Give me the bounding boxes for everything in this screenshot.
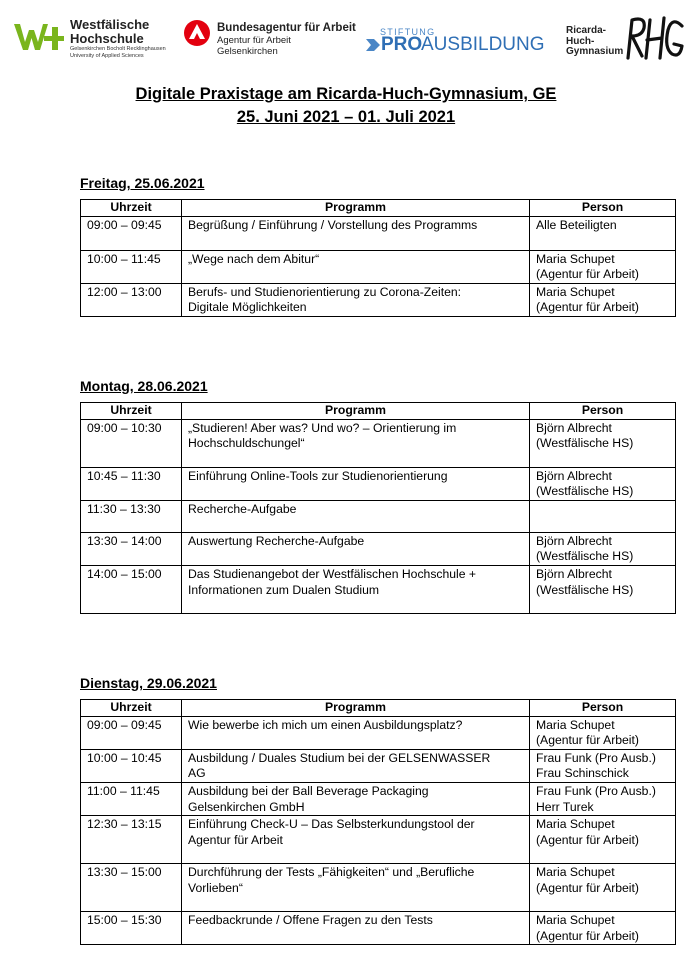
ba-sub-line2: Gelsenkirchen — [217, 46, 278, 57]
program-line: Feedbackrunde / Offene Fragen zu den Tests — [188, 913, 433, 928]
header-program: Programm — [182, 200, 530, 217]
cell-time: 09:00 – 10:30 — [81, 419, 182, 467]
program-line: Agentur für Arbeit — [188, 832, 283, 847]
person-line: Frau Schinschick — [536, 766, 629, 781]
ba-sub-line1: Agentur für Arbeit — [217, 35, 291, 46]
person-line: Alle Beteiligten — [536, 217, 617, 232]
person-line: Björn Albrecht — [536, 468, 612, 483]
header-person: Person — [530, 700, 676, 717]
cell-time: 09:00 – 09:45 — [81, 216, 182, 250]
header-time: Uhrzeit — [81, 200, 182, 217]
whs-name-line1: Westfälische — [70, 17, 150, 32]
cell-person — [530, 716, 676, 749]
program-line: Auswertung Recherche-Aufgabe — [188, 533, 365, 548]
person-line: (Agentur für Arbeit) — [536, 880, 639, 895]
cell-time: 10:00 – 10:45 — [81, 749, 182, 782]
cell-person — [530, 864, 676, 912]
cell-program — [182, 782, 530, 815]
table-row — [81, 749, 676, 782]
schedule-table — [80, 402, 676, 614]
table-row — [81, 716, 676, 749]
rhg-line3: Gymnasium — [566, 46, 624, 57]
cell-program — [182, 283, 530, 316]
table-row — [81, 864, 676, 912]
cell-program — [182, 419, 530, 467]
cell-program — [182, 532, 530, 565]
cell-time: 12:00 – 13:00 — [81, 283, 182, 316]
program-line: Vorlieben“ — [188, 880, 243, 895]
rhg-line1: Ricarda- — [566, 25, 607, 36]
program-line: Berufs- und Studienorientierung zu Corona-Zeiten: — [188, 284, 462, 299]
person-line: Maria Schupet — [536, 865, 615, 880]
header-time: Uhrzeit — [81, 403, 182, 420]
table-row — [81, 216, 676, 250]
whs-sub-line1: Gelsenkirchen Bocholt Recklinghausen — [70, 46, 166, 52]
cell-person — [530, 816, 676, 864]
cell-program — [182, 500, 530, 532]
table-row — [81, 782, 676, 815]
cell-person — [530, 912, 676, 945]
person-line: Herr Turek — [536, 799, 594, 814]
person-line: (Agentur für Arbeit) — [536, 267, 639, 282]
cell-time: 11:00 – 11:45 — [81, 782, 182, 815]
cell-time: 14:00 – 15:00 — [81, 565, 182, 613]
program-line: Digitale Möglichkeiten — [188, 300, 307, 315]
program-line: Begrüßung / Einführung / Vorstellung des Programms — [188, 217, 478, 232]
schedule-table — [80, 199, 676, 317]
cell-person — [530, 500, 676, 532]
spa-pro-text: PRO — [381, 34, 423, 55]
table-row — [81, 500, 676, 532]
person-line: (Westfälische HS) — [536, 436, 634, 451]
day-heading: Freitag, 25.06.2021 — [80, 175, 205, 191]
person-line: (Agentur für Arbeit) — [536, 300, 639, 315]
cell-person — [530, 250, 676, 283]
program-line: Ausbildung / Duales Studium bei der GELSENWASSER — [188, 750, 491, 765]
header-program: Programm — [182, 700, 530, 717]
table-row — [81, 912, 676, 945]
program-line: „Studieren! Aber was? Und wo? – Orientierung im — [188, 420, 457, 435]
person-line: (Westfälische HS) — [536, 484, 634, 499]
person-line: Björn Albrecht — [536, 566, 612, 581]
program-line: Ausbildung bei der Ball Beverage Packaging — [188, 783, 429, 798]
cell-time: 13:30 – 14:00 — [81, 532, 182, 565]
cell-time: 10:00 – 11:45 — [81, 250, 182, 283]
table-header-row — [81, 403, 676, 420]
cell-program — [182, 565, 530, 613]
whs-mark-icon — [14, 22, 66, 52]
cell-person — [530, 532, 676, 565]
program-line: „Wege nach dem Abitur“ — [188, 251, 320, 266]
person-line: Maria Schupet — [536, 817, 615, 832]
spa-aus-text: AUSBILDUNG — [421, 34, 545, 55]
cell-program — [182, 816, 530, 864]
cell-program — [182, 912, 530, 945]
person-line: Maria Schupet — [536, 251, 615, 266]
schedule-table — [80, 699, 676, 945]
cell-time: 10:45 – 11:30 — [81, 467, 182, 500]
header-time: Uhrzeit — [81, 700, 182, 717]
program-line: Informationen zum Dualen Studium — [188, 582, 380, 597]
program-line: Das Studienangebot der Westfälischen Hochschule + — [188, 566, 477, 581]
day-heading: Montag, 28.06.2021 — [80, 378, 208, 394]
cell-person — [530, 467, 676, 500]
day-section-friday — [80, 174, 675, 317]
ba-mark-icon — [183, 19, 211, 47]
table-row — [81, 532, 676, 565]
program-line: Durchführung der Tests „Fähigkeiten“ und „Berufliche — [188, 865, 475, 880]
whs-sub-line2: University of Applied Sciences — [70, 52, 144, 59]
cell-program — [182, 250, 530, 283]
person-line: Frau Funk (Pro Ausb.) — [536, 750, 656, 765]
table-header-row — [81, 200, 676, 217]
cell-program — [182, 716, 530, 749]
cell-person — [530, 782, 676, 815]
person-line: (Westfälische HS) — [536, 549, 634, 564]
header-program: Programm — [182, 403, 530, 420]
person-line: (Agentur für Arbeit) — [536, 733, 639, 748]
cell-time: 13:30 – 15:00 — [81, 864, 182, 912]
cell-time: 12:30 – 13:15 — [81, 816, 182, 864]
spa-arrow-icon — [366, 37, 380, 53]
program-line: Einführung Check-U – Das Selbsterkundungstool der — [188, 817, 475, 832]
person-line: Maria Schupet — [536, 913, 615, 928]
table-row — [81, 250, 676, 283]
cell-program — [182, 216, 530, 250]
document-title: Digitale Praxistage am Ricarda-Huch-Gymnasium, GE — [135, 85, 557, 103]
cell-time: 11:30 – 13:30 — [81, 500, 182, 532]
header-person: Person — [530, 403, 676, 420]
table-row — [81, 419, 676, 467]
spa-top-text: STIFTUNG — [380, 27, 436, 37]
cell-person — [530, 565, 676, 613]
ba-name: Bundesagentur für Arbeit — [217, 22, 356, 34]
program-line: Gelsenkirchen GmbH — [188, 799, 305, 814]
logo-header — [0, 0, 692, 72]
day-section-monday — [80, 377, 675, 614]
program-line: AG — [188, 766, 206, 781]
document-date-range: 25. Juni 2021 – 01. Juli 2021 — [236, 108, 456, 126]
person-line: (Agentur für Arbeit) — [536, 928, 639, 943]
program-line: Wie bewerbe ich mich um einen Ausbildungsplatz? — [188, 717, 463, 732]
person-line: Maria Schupet — [536, 717, 615, 732]
cell-person — [530, 216, 676, 250]
cell-program — [182, 749, 530, 782]
cell-person — [530, 749, 676, 782]
cell-person — [530, 419, 676, 467]
person-line: Maria Schupet — [536, 284, 615, 299]
rhg-signature-icon — [624, 14, 686, 64]
table-row — [81, 565, 676, 613]
person-line: Frau Funk (Pro Ausb.) — [536, 783, 656, 798]
person-line: Björn Albrecht — [536, 533, 612, 548]
cell-time: 09:00 – 09:45 — [81, 716, 182, 749]
table-row — [81, 816, 676, 864]
cell-program — [182, 864, 530, 912]
person-line: Björn Albrecht — [536, 420, 612, 435]
person-line: (Westfälische HS) — [536, 582, 634, 597]
day-section-tuesday — [80, 674, 675, 945]
whs-name-line2: Hochschule — [70, 31, 144, 46]
cell-time: 15:00 – 15:30 — [81, 912, 182, 945]
day-heading: Dienstag, 29.06.2021 — [80, 675, 217, 691]
program-line: Einführung Online-Tools zur Studienorientierung — [188, 468, 448, 483]
person-line: (Agentur für Arbeit) — [536, 832, 639, 847]
header-person: Person — [530, 200, 676, 217]
program-line: Recherche-Aufgabe — [188, 501, 297, 516]
cell-person — [530, 283, 676, 316]
table-row — [81, 283, 676, 316]
cell-program — [182, 467, 530, 500]
table-header-row — [81, 700, 676, 717]
program-line: Hochschuldschungel“ — [188, 436, 305, 451]
rhg-line2: Huch- — [566, 35, 595, 47]
table-row — [81, 467, 676, 500]
